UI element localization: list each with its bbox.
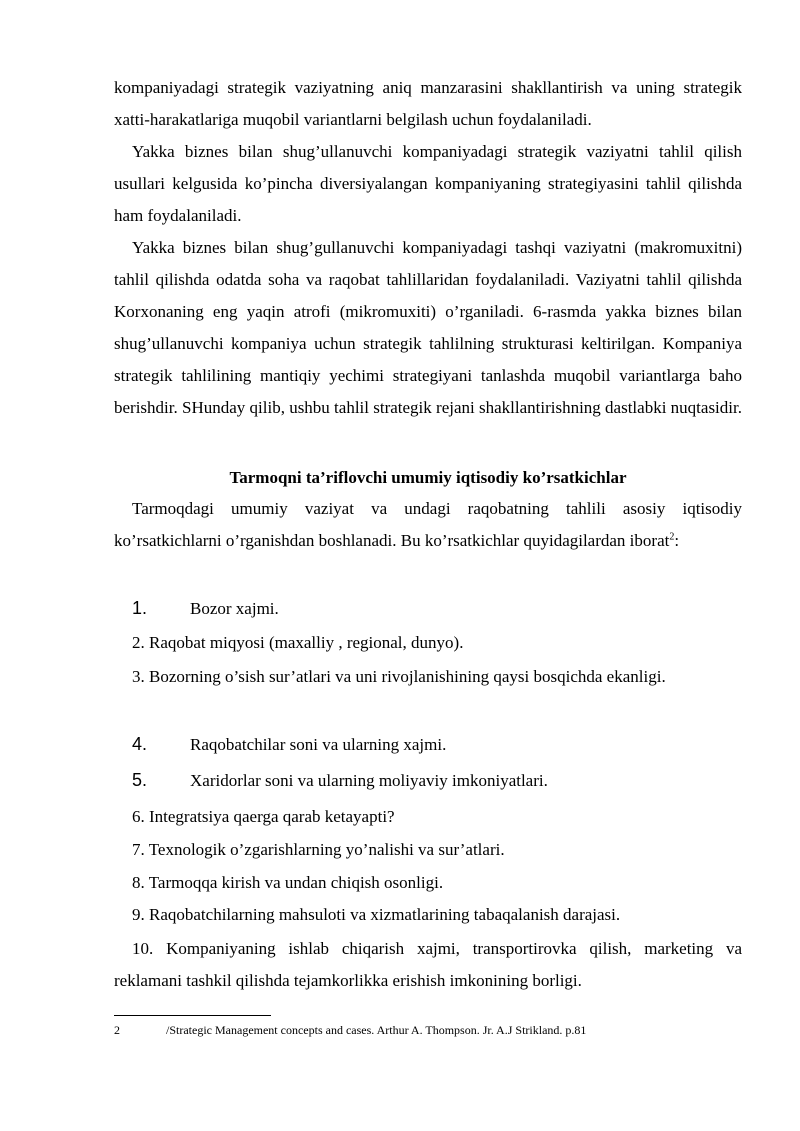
list-item-text: Xaridorlar soni va ularning moliyaviy imkoniyatlari. xyxy=(190,771,548,790)
list-item xyxy=(132,904,742,926)
list-item-number: 6. xyxy=(132,807,145,826)
list-item-text: Bozor xajmi. xyxy=(190,599,279,618)
list-item-number: 9. xyxy=(132,905,145,924)
list-item xyxy=(132,597,742,620)
list-item-text: Texnologik o’zgarishlarning yo’nalishi va sur’atlari. xyxy=(148,840,505,859)
list-item xyxy=(132,733,742,756)
footnote-prefix: / xyxy=(166,1023,170,1037)
list-item-number: 1. xyxy=(132,598,148,618)
list-item xyxy=(132,769,742,792)
footnote xyxy=(114,1022,754,1038)
paragraph-analysis-methods: Yakka biznes bilan shug’ullanuvchi kompaniyadagi strategik vaziyatni tahlil qilish usullari kelgusida ko’pincha diversiyalangan kompaniyaning strategiyasini tahlil qilishda ham foydalaniladi. xyxy=(114,142,742,225)
list-item-text: Kompaniyaning ishlab chiqarish xajmi, transportirovka qilish, marketing va reklamani tashkil qilishda tejamkorlikka erishish imkonining borligi. xyxy=(114,939,742,990)
list-item-text: Bozorning o’sish sur’atlari va uni rivojlanishining qaysi bosqichda ekanligi. xyxy=(149,667,666,686)
list-item-number: 4. xyxy=(132,734,148,754)
paragraph-intro xyxy=(114,493,742,557)
list-item-wrapped xyxy=(114,661,742,693)
intro-text: Tarmoqdagi umumiy vaziyat va undagi raqobatning tahlili asosiy iqtisodiy ko’rsatkichlarni o’rganishdan boshlanadi. Bu ko’rsatkichlar quyidagilardan iborat xyxy=(114,499,742,550)
paragraph-continuation: kompaniyadagi strategik vaziyatning aniq manzarasini shakllantirish va uning strategik xatti-harakatlariga muqobil variantlarni belgilash uchun foydalaniladi. xyxy=(114,78,742,129)
list-item xyxy=(132,806,742,828)
list-item-text: Raqobatchilarning mahsuloti va xizmatlarining tabaqalanish darajasi. xyxy=(149,905,621,924)
list-item-number: 8. xyxy=(132,873,145,892)
list-item-wrapped xyxy=(114,933,742,997)
list-item-number: 7. xyxy=(132,840,145,859)
list-item xyxy=(132,872,742,894)
footnote-separator xyxy=(114,1015,271,1016)
list-item-text: Raqobatchilar soni va ularning xajmi. xyxy=(190,735,447,754)
list-item xyxy=(132,632,742,654)
list-item-number: 3. xyxy=(132,667,145,686)
list-item-number: 5. xyxy=(132,770,148,790)
list-item-text: Tarmoqqa kirish va undan chiqish osonligi. xyxy=(148,873,444,892)
list-item-number: 2. xyxy=(132,633,145,652)
footnote-text: Strategic Management concepts and cases. Arthur A. Thompson. Jr. A.J Strikland. p.81 xyxy=(169,1023,587,1037)
intro-tail: : xyxy=(674,531,680,550)
section-title: Tarmoqni ta’riflovchi umumiy iqtisodiy ko’rsatkichlar xyxy=(229,468,627,487)
list-item-text: Integratsiya qaerga qarab ketayapti? xyxy=(149,807,395,826)
list-item-number: 10. xyxy=(132,939,154,958)
list-item-text: Raqobat miqyosi (maxalliy , regional, dunyo). xyxy=(149,633,464,652)
list-item xyxy=(132,839,742,861)
footnote-mark: 2 xyxy=(114,1023,120,1037)
footnote-reference: 2 xyxy=(669,531,675,543)
paragraph-external-environment: Yakka biznes bilan shug’gullanuvchi kompaniyadagi tashqi vaziyatni (makromuxitni) tahlil qilishda odatda soha va raqobat tahlillaridan foydalaniladi. Vaziyatni tahlil qilishda Korxonaning eng yaqin atrofi (mikromuxiti) o’rganiladi. 6-rasmda yakka biznes bilan shug’ullanuvchi kompaniya uchun strategik tahlilning strukturasi keltirilgan. Kompaniya strategik tahlilining mantiqiy yechimi strategiyani tanlashda muqobil variantlarga baho berishdir. SHunday qilib, ushbu tahlil strategik rejani shakllantirishning dastlabki nuqtasidir. xyxy=(114,238,742,417)
